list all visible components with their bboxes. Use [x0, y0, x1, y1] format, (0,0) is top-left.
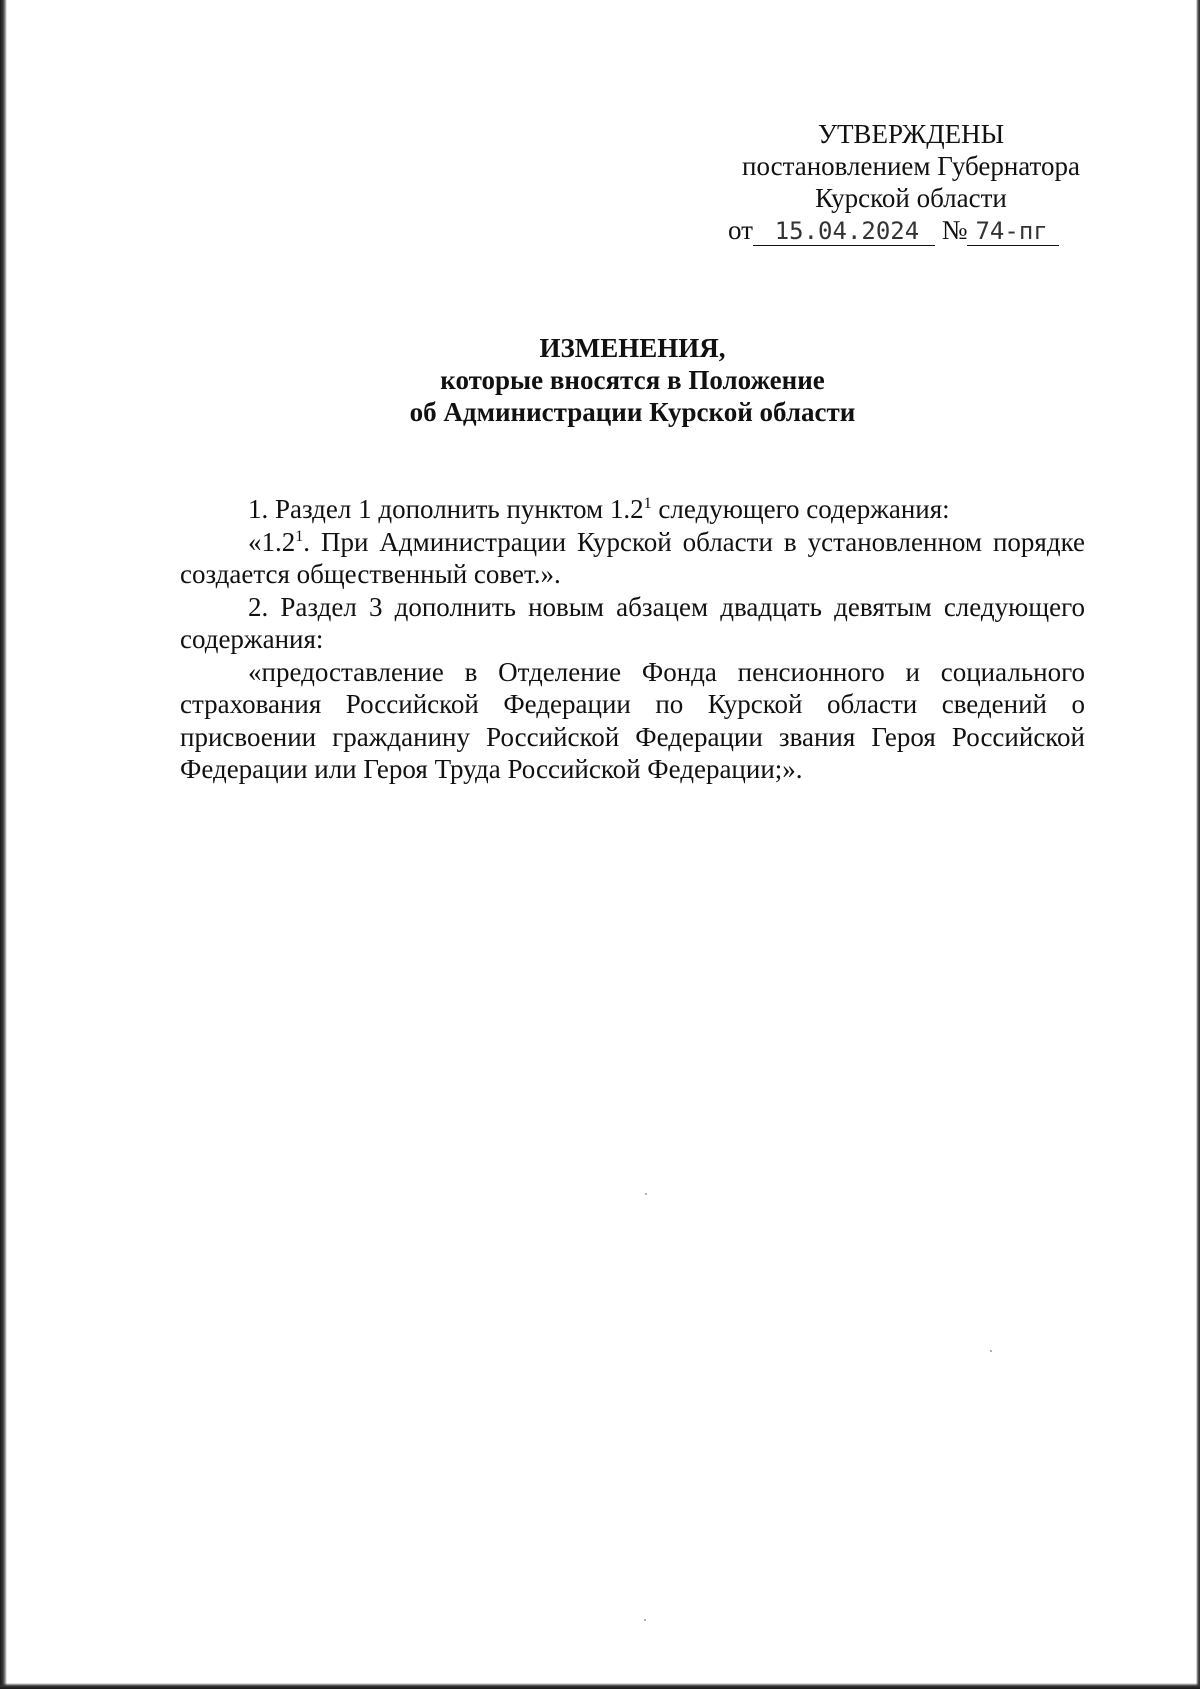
item1-text-a: 1. Раздел 1 дополнить пунктом 1.2 — [248, 494, 644, 524]
paragraph-quote-2: «предоставление в Отделение Фонда пенсионного и социального страхования Российской Федерации по Курской области сведений о присвоении гражданину Российской Федерации звания Героя Российской Федерации или Героя Труда Российской Федерации;». — [180, 656, 1085, 784]
approval-number-value: 74-пг — [967, 217, 1059, 246]
approval-line-2: Курской области — [815, 183, 1007, 213]
item1-superscript: 1 — [643, 495, 652, 512]
paragraph-item-2: 2. Раздел 3 дополнить новым абзацем двадцать девятым следующего содержания: — [180, 591, 1085, 654]
approval-line-1: постановлением Губернатора — [742, 151, 1080, 181]
quote1-text-b: . При Администрации Курской области в установленном порядке создается общественный совет.». — [180, 526, 1085, 589]
item1-text-b: следующего содержания: — [651, 494, 950, 524]
scan-edge-bottom — [0, 1683, 1200, 1689]
approval-stamp — [725, 118, 1097, 246]
quote1-text-a: «1.2 — [248, 526, 296, 557]
approval-date-line — [725, 214, 1097, 246]
paragraph-quote-1 — [180, 526, 1085, 591]
paragraph-item-1 — [180, 493, 1085, 526]
scan-speck — [645, 1193, 647, 1195]
document-title — [180, 332, 1085, 428]
scan-speck — [644, 1619, 646, 1621]
scan-edge-right — [1196, 0, 1200, 1689]
approval-heading: УТВЕРЖДЕНЫ — [817, 119, 1005, 149]
number-prefix: № — [941, 215, 968, 245]
title-subtitle-2: об Администрации Курской области — [409, 397, 856, 427]
scan-speck — [990, 1350, 992, 1352]
scan-edge-left — [0, 0, 7, 1689]
date-prefix: от — [728, 215, 753, 245]
approval-date-value: 15.04.2024 — [753, 217, 935, 246]
title-subtitle-1: которые вносятся в Положение — [440, 365, 825, 395]
title-main: ИЗМЕНЕНИЯ, — [539, 333, 726, 363]
quote1-superscript: 1 — [295, 527, 304, 545]
document-body — [180, 493, 1085, 786]
